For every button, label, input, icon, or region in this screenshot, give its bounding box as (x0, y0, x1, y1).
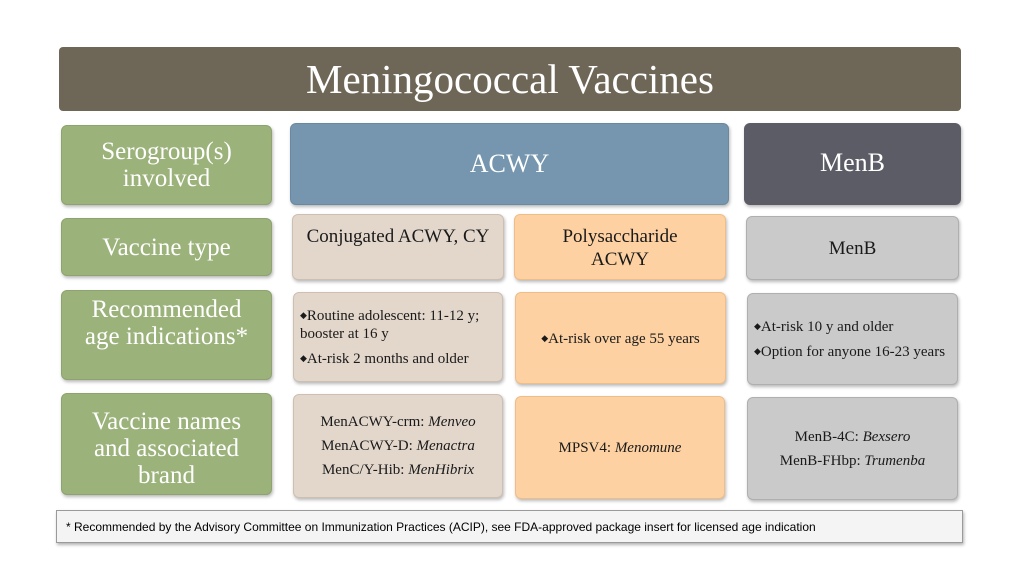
row-label-brands (61, 393, 272, 495)
bullet-diamond-icon: ◆ (300, 310, 307, 320)
age-indication-item (754, 317, 893, 336)
row-label-brands-text: Vaccine names and associated brand (91, 408, 242, 489)
age-indication-text: Option for anyone 16-23 years (760, 344, 946, 360)
brand-line (320, 410, 475, 434)
bullet-diamond-icon: ◆ (300, 353, 307, 363)
vaccine-name: MenB-FHbp: (779, 452, 861, 469)
brand-line (321, 434, 475, 458)
brand-name: Trumenba (864, 452, 926, 469)
age-indication-text: At-risk 10 y and older (760, 319, 894, 335)
brand-line (795, 425, 911, 449)
serogroup-acwy-label: ACWY (469, 149, 550, 178)
vaccine-name: MPSV4: (558, 439, 612, 456)
vaccine-name: MenB-4C: (794, 428, 859, 445)
age-indication-item (541, 329, 700, 348)
vaccine-type-menb (746, 216, 959, 280)
bullet-diamond-icon: ◆ (754, 321, 761, 331)
brand-name: MenHibrix (408, 462, 475, 478)
row-label-serogroups (61, 125, 272, 205)
bullet-diamond-icon: ◆ (541, 332, 549, 343)
brands-polysaccharide (515, 396, 725, 499)
brand-name: Menomune (614, 439, 682, 456)
row-label-vaccine-type (61, 218, 272, 276)
row-label-age-indications-text: Recommended age indications* (84, 296, 249, 350)
age-indications-conjugated (293, 292, 503, 382)
age-indication-item (754, 342, 945, 361)
footnote-text: * Recommended by the Advisory Committee on Immunization Practices (ACIP), see FDA-approved package insert for licensed age indication (66, 519, 816, 534)
age-indication-text: At-risk 2 months and older (306, 351, 469, 367)
bullet-diamond-icon: ◆ (754, 346, 761, 356)
age-indications-menb (747, 293, 958, 385)
row-label-serogroups-text: Serogroup(s) involved (101, 138, 232, 192)
brand-line (559, 436, 682, 460)
vaccine-type-polysaccharide-text: Polysaccharide ACWY (562, 226, 678, 270)
brand-name: Menveo (428, 414, 476, 430)
brand-name: Bexsero (862, 428, 911, 445)
vaccine-type-menb-text: MenB (828, 238, 877, 259)
title-bar (59, 47, 961, 111)
serogroup-menb-label: MenB (820, 148, 885, 177)
vaccine-name: MenACWY-D: (321, 438, 413, 454)
vaccine-name: MenACWY-crm: (320, 414, 425, 430)
age-indications-polysaccharide (515, 292, 726, 384)
vaccine-type-polysaccharide (514, 214, 726, 280)
vaccine-name: MenC/Y-Hib: (321, 462, 405, 478)
age-indication-text: Routine adolescent: 11-12 y; booster at 16 y (300, 308, 480, 342)
brand-line (780, 449, 925, 473)
brand-name: Menactra (416, 438, 475, 454)
brand-line (322, 458, 474, 482)
vaccine-type-conjugated-text: Conjugated ACWY, CY (306, 226, 490, 247)
page-title: Meningococcal Vaccines (306, 56, 714, 102)
row-label-age-indications (61, 290, 272, 380)
age-indication-text: At-risk over age 55 years (548, 330, 700, 347)
serogroup-acwy-header (290, 123, 729, 205)
brands-conjugated (293, 394, 503, 498)
serogroup-menb-header (744, 123, 961, 205)
age-indication-item (300, 306, 496, 343)
brands-menb (747, 397, 958, 500)
age-indication-item (300, 349, 469, 368)
row-label-vaccine-type-text: Vaccine type (102, 233, 231, 261)
footnote (56, 510, 963, 543)
vaccine-type-conjugated (292, 214, 504, 280)
